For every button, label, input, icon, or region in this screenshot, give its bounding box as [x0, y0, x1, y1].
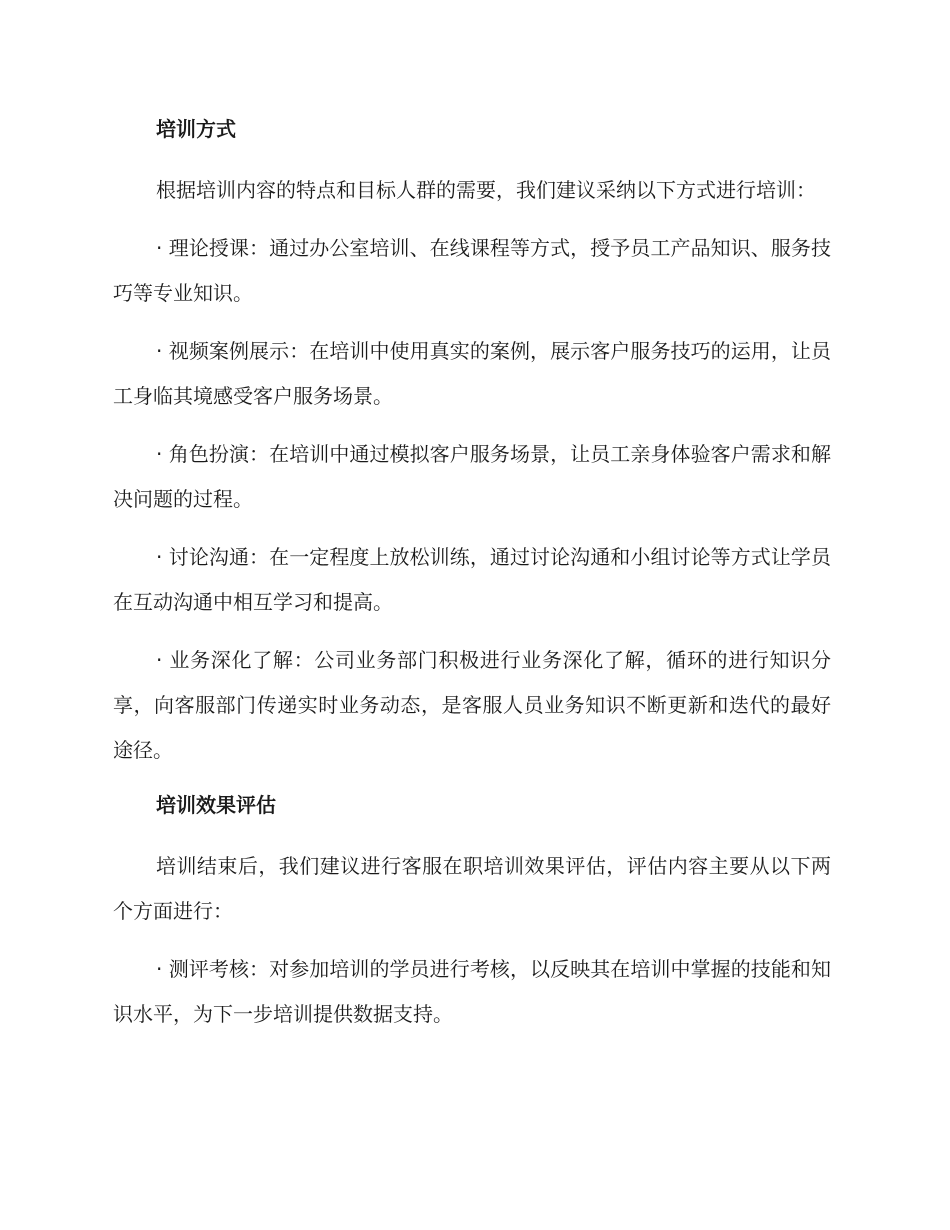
list-item-assessment: · 测评考核：对参加培训的学员进行考核，以反映其在培训中掌握的技能和知识水平，为下一步培训提供数据支持。 [113, 957, 831, 1026]
list-item-business-deepening: · 业务深化了解：公司业务部门积极进行业务深化了解，循环的进行知识分享，向客服部门传递实时业务动态，是客服人员业务知识不断更新和迭代的最好途径。 [113, 648, 831, 762]
list-item-discussion: · 讨论沟通：在一定程度上放松训练，通过讨论沟通和小组讨论等方式让学员在互动沟通中相互学习和提高。 [113, 545, 831, 614]
list-item-video-case: · 视频案例展示：在培训中使用真实的案例，展示客户服务技巧的运用，让员工身临其境感受客户服务场景。 [113, 339, 831, 408]
document-page [113, 110, 831, 1037]
list-item-theory-lecture: · 理论授课：通过办公室培训、在线课程等方式，授予员工产品知识、服务技巧等专业知识。 [113, 236, 831, 305]
paragraph-evaluation-intro: 培训结束后，我们建议进行客服在职培训效果评估，评估内容主要从以下两个方面进行： [113, 854, 831, 923]
list-item-role-play: · 角色扮演：在培训中通过模拟客户服务场景，让员工亲身体验客户需求和解决问题的过程。 [113, 442, 831, 511]
section-heading-training-method: 培训方式 [156, 117, 236, 141]
paragraph-training-intro: 根据培训内容的特点和目标人群的需要，我们建议采纳以下方式进行培训： [156, 178, 816, 202]
section-heading-evaluation: 培训效果评估 [156, 793, 276, 817]
